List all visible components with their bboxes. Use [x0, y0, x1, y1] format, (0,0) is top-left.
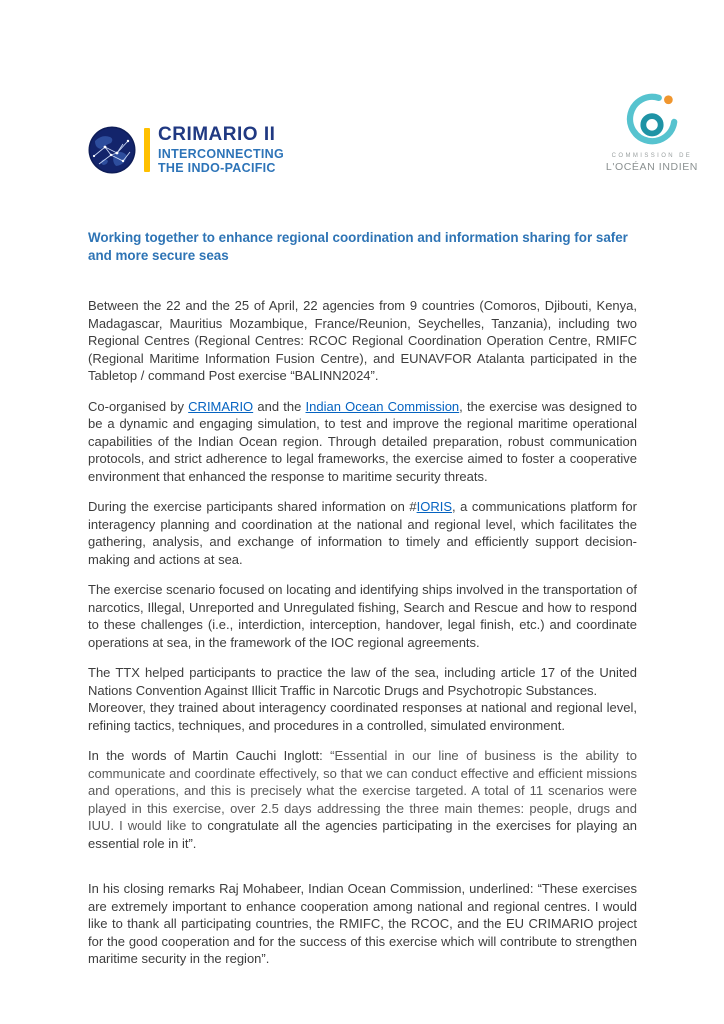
crimario-logo-title: CRIMARIO II	[158, 124, 276, 145]
paragraph-co-organised	[88, 398, 637, 486]
crimario-logo	[88, 125, 284, 175]
p6-quote: “Essential in our line of business is the ability to communicate and coordinate effectively, so that we can conduct effective and efficient missions and operations, and this is precisely what the exercise targeted. A total of 11 scenarios were played in this exercise, over 2.5 days addressing the three main themes: people, drugs and IUU. I would like to	[88, 748, 637, 833]
p2-text-post: , the exercise was designed to be a dynamic and engaging simulation, to test and improve the regional maritime operational capabilities of the Indian Ocean region. Through detailed preparation, robust communication protocols, and strict adherence to legal frameworks, the exercise aimed to foster a cooperative environment that enhanced the response to maritime security threats.	[88, 398, 637, 484]
header	[0, 0, 724, 183]
paragraph-ioris	[88, 498, 637, 568]
p3-text-post: , a communications platform for interagency planning and coordination at the national and regional level, which facilitates the gathering, analysis, and exchange of information to timely and efficiently support decision-making and actions at sea.	[88, 499, 637, 567]
article-body	[0, 229, 724, 968]
p6-end: congratulate all the agencies participating in the exercises for playing an essential role in it”.	[88, 818, 637, 851]
coi-logo-line2: L'OCÉAN INDIEN	[605, 161, 698, 173]
p5-line1: The TTX helped participants to practice the law of the sea, including article 17 of the United Nations Convention Against Illicit Traffic in Narcotic Drugs and Psychotropic Substances.	[88, 665, 637, 698]
p3-text-pre: During the exercise participants shared information on #	[88, 499, 417, 514]
p2-text-mid: and the	[253, 398, 306, 414]
paragraph-intro: Between the 22 and the 25 of April, 22 agencies from 9 countries (Comoros, Djibouti, Kenya, Madagascar, Mauritius Mozambique, France/Reunion, Seychelles, Tanzania), including two Regional Centres (Regional Centres: RCOC Regional Coordination Operation Centre, RMIFC (Regional Maritime Information Fusion Centre), and EUNAVFOR Atalanta participated in the Tabletop / command Post exercise “BALINN2024”.	[88, 298, 637, 383]
crimario-globe-icon	[88, 126, 136, 174]
crimario-logo-subtitle-1: INTERCONNECTING	[158, 147, 285, 161]
crimario-logo-yellow-bar	[144, 128, 150, 172]
paragraph-quote-mohabeer: In his closing remarks Raj Mohabeer, Indian Ocean Commission, underlined: “These exercises are extremely important to enhance cooperation among national and regional centres. I would like to thank all participating countries, the RMIFC, the RCOC, and the EU CRIMARIO project for the good cooperation and for the success of this exercise which will contribute to strengthen maritime security in the region”.	[88, 881, 637, 966]
crimario-logo-text	[158, 125, 284, 175]
paragraph-quote-inglott	[88, 747, 637, 852]
paragraph-ttx	[88, 664, 637, 734]
p5-line2: Moreover, they trained about interagency coordinated responses at national and regional level, refining tactics, techniques, and procedures in a controlled, simulated environment.	[88, 700, 637, 733]
coi-swirl-icon	[625, 93, 679, 147]
coi-logo-line1: COMMISSION DE	[611, 153, 693, 159]
coi-logo	[606, 93, 698, 173]
paragraph-scenario: The exercise scenario focused on locating and identifying ships involved in the transportation of narcotics, Illegal, Unreported and Unregulated fishing, Search and Rescue and how to respond to these challenges (i.e., interdiction, interception, handover, legal finish, etc.) and coordinate operations at sea, in the framework of the IOC regional agreements.	[88, 582, 637, 650]
indian-ocean-commission-link[interactable]: Indian Ocean Commission	[305, 398, 460, 414]
p2-text-pre: Co-organised by	[88, 398, 189, 414]
ioris-link[interactable]: IORIS	[416, 499, 453, 514]
article-title: Working together to enhance regional coordination and information sharing for safer and more secure seas	[88, 230, 628, 263]
crimario-logo-subtitle-2: THE INDO-PACIFIC	[158, 161, 276, 175]
crimario-link[interactable]: CRIMARIO	[188, 398, 254, 414]
p6-intro: In the words of Martin Cauchi Inglott:	[88, 748, 331, 763]
